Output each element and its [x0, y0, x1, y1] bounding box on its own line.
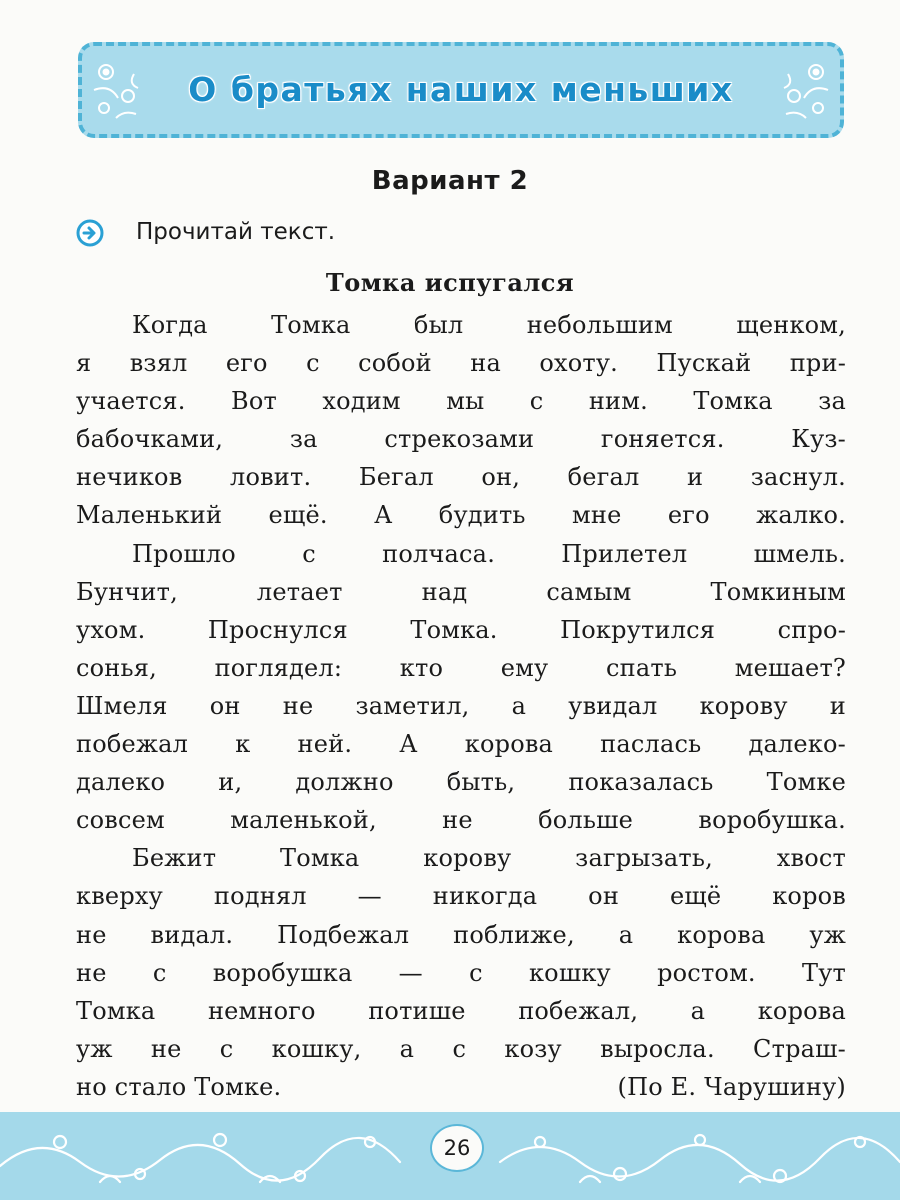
text-line: сонья, поглядел: кто ему спать мешает?: [76, 653, 846, 682]
text-line: уж не с кошку, а с козу выросла. Страш-: [76, 1034, 846, 1063]
arrow-right-circle-icon: [76, 219, 104, 247]
text-line: совсем маленькой, не больше воробушка.: [76, 806, 846, 835]
attribution: (По Е. Чарушину): [617, 1072, 846, 1101]
text-line: не видал. Подбежал поближе, а корова уж: [76, 920, 846, 949]
chapter-banner: [78, 42, 844, 138]
text-line: учается. Вот ходим мы с ним. Томка за: [76, 387, 846, 416]
text-line: Прошло с полчаса. Прилетел шмель.: [132, 539, 846, 568]
text-line: Бежит Томка корову загрызать, хвост: [132, 844, 846, 873]
story-title: Томка испугался: [325, 268, 575, 297]
instruction-text: Прочитай текст.: [136, 219, 336, 245]
text-line: я взял его с собой на охоту. Пускай при-: [76, 349, 846, 378]
text-line: Шмеля он не заметил, а увидал корову и: [76, 691, 846, 720]
text-line: Маленький ещё. А будить мне его жалко.: [76, 501, 846, 530]
text-line: ухом. Проснулся Томка. Покрутился спро-: [76, 615, 846, 644]
text-line: Бунчит, летает над самым Томкиным: [76, 577, 846, 606]
chapter-title: О братьях наших меньших: [188, 70, 734, 109]
text-line-last: [76, 1068, 846, 1106]
text-line: далеко и, должно быть, показалась Томке: [76, 768, 846, 797]
text-line: побежал к ней. А корова паслась далеко-: [76, 730, 846, 759]
text-line: нечиков ловит. Бегал он, бегал и заснул.: [76, 463, 846, 492]
text-line: Когда Томка был небольшим щенком,: [132, 311, 846, 339]
page-number: 26: [430, 1124, 484, 1172]
story-text: [76, 306, 846, 1106]
variant-heading: Вариант 2: [371, 166, 529, 196]
text-line-end: но стало Томке.: [76, 1072, 282, 1101]
text-line: кверху поднял — никогда он ещё коров: [76, 882, 846, 911]
text-line: бабочками, за стрекозами гоняется. Куз-: [76, 425, 846, 454]
text-line: не с воробушка — с кошку ростом. Тут: [76, 958, 846, 987]
text-line: Томка немного потише побежал, а корова: [76, 996, 846, 1025]
